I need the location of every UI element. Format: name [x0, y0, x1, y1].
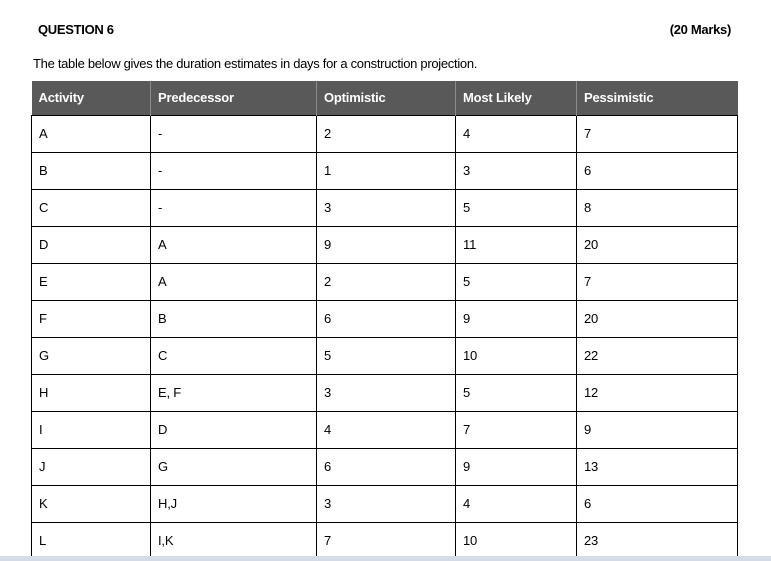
- header-predecessor: Predecessor: [151, 81, 317, 115]
- cell-activity: C: [32, 189, 151, 226]
- cell-pessimistic: 7: [577, 263, 738, 300]
- cell-optimistic: 2: [317, 263, 456, 300]
- table-row: [32, 263, 738, 300]
- cell-predecessor: C: [151, 337, 317, 374]
- cell-pessimistic: 12: [577, 374, 738, 411]
- cell-optimistic: 9: [317, 226, 456, 263]
- cell-most-likely: 4: [456, 485, 577, 522]
- cell-activity: I: [32, 411, 151, 448]
- question-heading: [38, 22, 731, 40]
- cell-most-likely: 5: [456, 374, 577, 411]
- cell-most-likely: 7: [456, 411, 577, 448]
- cell-predecessor: -: [151, 152, 317, 189]
- cell-predecessor: A: [151, 263, 317, 300]
- cell-activity: J: [32, 448, 151, 485]
- cell-pessimistic: 6: [577, 152, 738, 189]
- cell-activity: G: [32, 337, 151, 374]
- table-header-row: [32, 81, 738, 115]
- cell-activity: B: [32, 152, 151, 189]
- header-activity: Activity: [32, 81, 151, 115]
- table-row: [32, 337, 738, 374]
- cell-predecessor: D: [151, 411, 317, 448]
- cell-predecessor: G: [151, 448, 317, 485]
- cell-optimistic: 5: [317, 337, 456, 374]
- cell-activity: F: [32, 300, 151, 337]
- cell-activity: L: [32, 522, 151, 559]
- cell-most-likely: 3: [456, 152, 577, 189]
- table-row: [32, 522, 738, 559]
- cell-most-likely: 10: [456, 337, 577, 374]
- cell-most-likely: 11: [456, 226, 577, 263]
- cell-activity: K: [32, 485, 151, 522]
- cell-most-likely: 9: [456, 300, 577, 337]
- cell-predecessor: E, F: [151, 374, 317, 411]
- cell-predecessor: A: [151, 226, 317, 263]
- cell-activity: H: [32, 374, 151, 411]
- cell-optimistic: 7: [317, 522, 456, 559]
- cell-predecessor: H,J: [151, 485, 317, 522]
- cell-optimistic: 3: [317, 374, 456, 411]
- cell-pessimistic: 23: [577, 522, 738, 559]
- table-row: [32, 152, 738, 189]
- header-pessimistic: Pessimistic: [584, 90, 654, 106]
- duration-estimates-table: [31, 81, 738, 560]
- cell-activity: D: [32, 226, 151, 263]
- header-optimistic: Optimistic: [317, 81, 456, 115]
- cell-pessimistic: 8: [577, 189, 738, 226]
- table-row: [32, 485, 738, 522]
- cell-pessimistic: 20: [577, 300, 738, 337]
- cell-pessimistic: 7: [577, 115, 738, 152]
- table-row: [32, 300, 738, 337]
- table-row: [32, 115, 738, 152]
- table-row: [32, 411, 738, 448]
- cell-predecessor: I,K: [151, 522, 317, 559]
- cell-pessimistic: 6: [577, 485, 738, 522]
- question-title: QUESTION 6: [38, 22, 114, 37]
- cell-activity: E: [32, 263, 151, 300]
- table-row: [32, 226, 738, 263]
- cell-optimistic: 6: [317, 300, 456, 337]
- cell-most-likely: 10: [456, 522, 577, 559]
- question-marks: (20 Marks): [669, 22, 731, 37]
- table-row: [32, 189, 738, 226]
- cell-pessimistic: 13: [577, 448, 738, 485]
- cell-pessimistic: 22: [577, 337, 738, 374]
- window-bottom-strip: [0, 556, 771, 561]
- cell-optimistic: 3: [317, 485, 456, 522]
- header-most-likely: Most Likely: [456, 81, 577, 115]
- cell-most-likely: 5: [456, 263, 577, 300]
- cell-most-likely: 4: [456, 115, 577, 152]
- cell-optimistic: 3: [317, 189, 456, 226]
- cell-activity: A: [32, 115, 151, 152]
- cell-optimistic: 2: [317, 115, 456, 152]
- cell-optimistic: 6: [317, 448, 456, 485]
- cell-pessimistic: 20: [577, 226, 738, 263]
- cell-optimistic: 1: [317, 152, 456, 189]
- cell-optimistic: 4: [317, 411, 456, 448]
- table-row: [32, 448, 738, 485]
- cell-most-likely: 9: [456, 448, 577, 485]
- intro-text: The table below gives the duration estimates in days for a construction projection.: [33, 56, 478, 71]
- table-row: [32, 374, 738, 411]
- cell-most-likely: 5: [456, 189, 577, 226]
- cell-predecessor: -: [151, 189, 317, 226]
- cell-pessimistic: 9: [577, 411, 738, 448]
- cell-predecessor: B: [151, 300, 317, 337]
- cell-predecessor: -: [151, 115, 317, 152]
